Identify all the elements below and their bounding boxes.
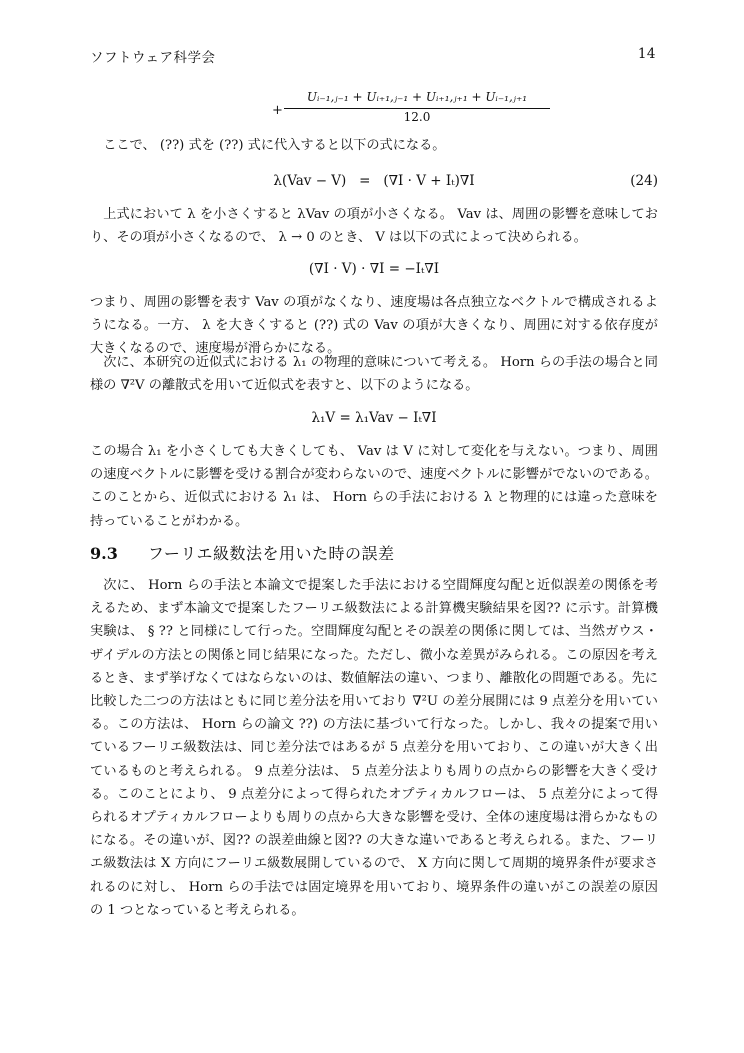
fraction-denominator: 12.0 bbox=[403, 110, 431, 124]
running-header-title: ソフトウェア科学会 bbox=[90, 50, 216, 66]
fraction-equation bbox=[268, 90, 548, 128]
section-heading bbox=[90, 541, 395, 564]
fraction-bar bbox=[284, 108, 550, 109]
section-title: フーリエ級数法を用いた時の誤差 bbox=[147, 544, 395, 563]
paragraph-2: 上式において λ を小さくすると λVav の項が小さくなる。 Vav は、周囲の影響を意味しており、その項が小さくなるので、 λ → 0 のとき、 V は以下の式によって決められる。 bbox=[90, 207, 658, 246]
paragraph-1: ここで、 (??) 式を (??) 式に代入すると以下の式になる。 bbox=[103, 138, 446, 153]
equation-24: λ(Vav − V) = (∇I · V + Iₜ)∇I bbox=[273, 173, 475, 189]
paragraph-6: 次に、 Horn らの手法と本論文で提案した手法における空間輝度勾配と近似誤差の関係を考えるため、まず本論文で提案したフーリエ級数法による計算機実験結果を図?? に示す。計算機実験は、 § ?? と同様にして行った。空間輝度勾配とその誤差の関係に関しては、当然ガウス・ザイデルの方法との関係と同じ結果になった。ただし、微小な差異がみられる。この原因を考えるとき、まず挙げなくてはならないのは、数値解法の違い、つまり、離散化の問題である。先に比較した二つの方法はともに同じ差分法を用いており ∇²U の差分展開には 9 点差分を用いている。この方法は、 Horn らの論文 ??) の方法に基づいて行なった。しかし、我々の提案で用いているフーリエ級数法は、同じ差分法ではあるが 5 点差分を用いており、この違いが大きく出ているものと考えられる。 9 点差分法は、 5 点差分法よりも周りの点からの影響を大きく受ける。このことにより、 9 点差分によって得られたオプティカルフローは、 5 点差分によって得られるオプティカルフローよりも周りの点から大きな影響を受け、全体の速度場は滑らかなものになる。その違いが、図?? の誤差曲線と図?? の大きな違いであると考えられる。また、フーリエ級数法は X 方向にフーリエ級数展開しているので、 X 方向に関して周期的境界条件が要求されるのに対し、 Horn らの手法では固定境界を用いており、境界条件の違いがこの誤差の原因の 1 つとなっていると考えられる。 bbox=[90, 578, 658, 918]
plus-sign: + bbox=[272, 103, 283, 118]
fraction-numerator: Uᵢ₋₁,ⱼ₋₁ + Uᵢ₊₁,ⱼ₋₁ + Uᵢ₊₁,ⱼ₊₁ + Uᵢ₋₁,ⱼ₊₁ bbox=[306, 90, 528, 104]
equation-3: λ₁V = λ₁Vav − Iₜ∇I bbox=[311, 410, 437, 426]
equation-2: (∇I · V) · ∇I = −Iₜ∇I bbox=[308, 261, 440, 277]
equation-number-24: (24) bbox=[630, 173, 658, 189]
paragraph-3: つまり、周囲の影響を表す Vav の項がなくなり、速度場は各点独立なベクトルで構成されるようになる。一方、 λ を大きくすると (??) 式の Vav の項が大きくなり、周囲に対する依存度が大きくなるので、速度場が滑らかになる。 bbox=[90, 295, 658, 357]
paragraph-4: 次に、本研究の近似式における λ₁ の物理的意味について考える。 Horn らの手法の場合と同様の ∇²V の離散式を用いて近似式を表すと、以下のようになる。 bbox=[90, 355, 658, 394]
paragraph-5: この場合 λ₁ を小さくしても大きくしても、 Vav は V に対して変化を与えない。つまり、周囲の速度ベクトルに影響を受ける割合が変わらないので、速度ベクトルに影響がでないのである。このことから、近似式における λ₁ は、 Horn らの手法における λ と物理的には違った意味を持っていることがわかる。 bbox=[90, 444, 658, 529]
section-number: 9.3 bbox=[90, 544, 118, 563]
page-number: 14 bbox=[637, 46, 656, 62]
